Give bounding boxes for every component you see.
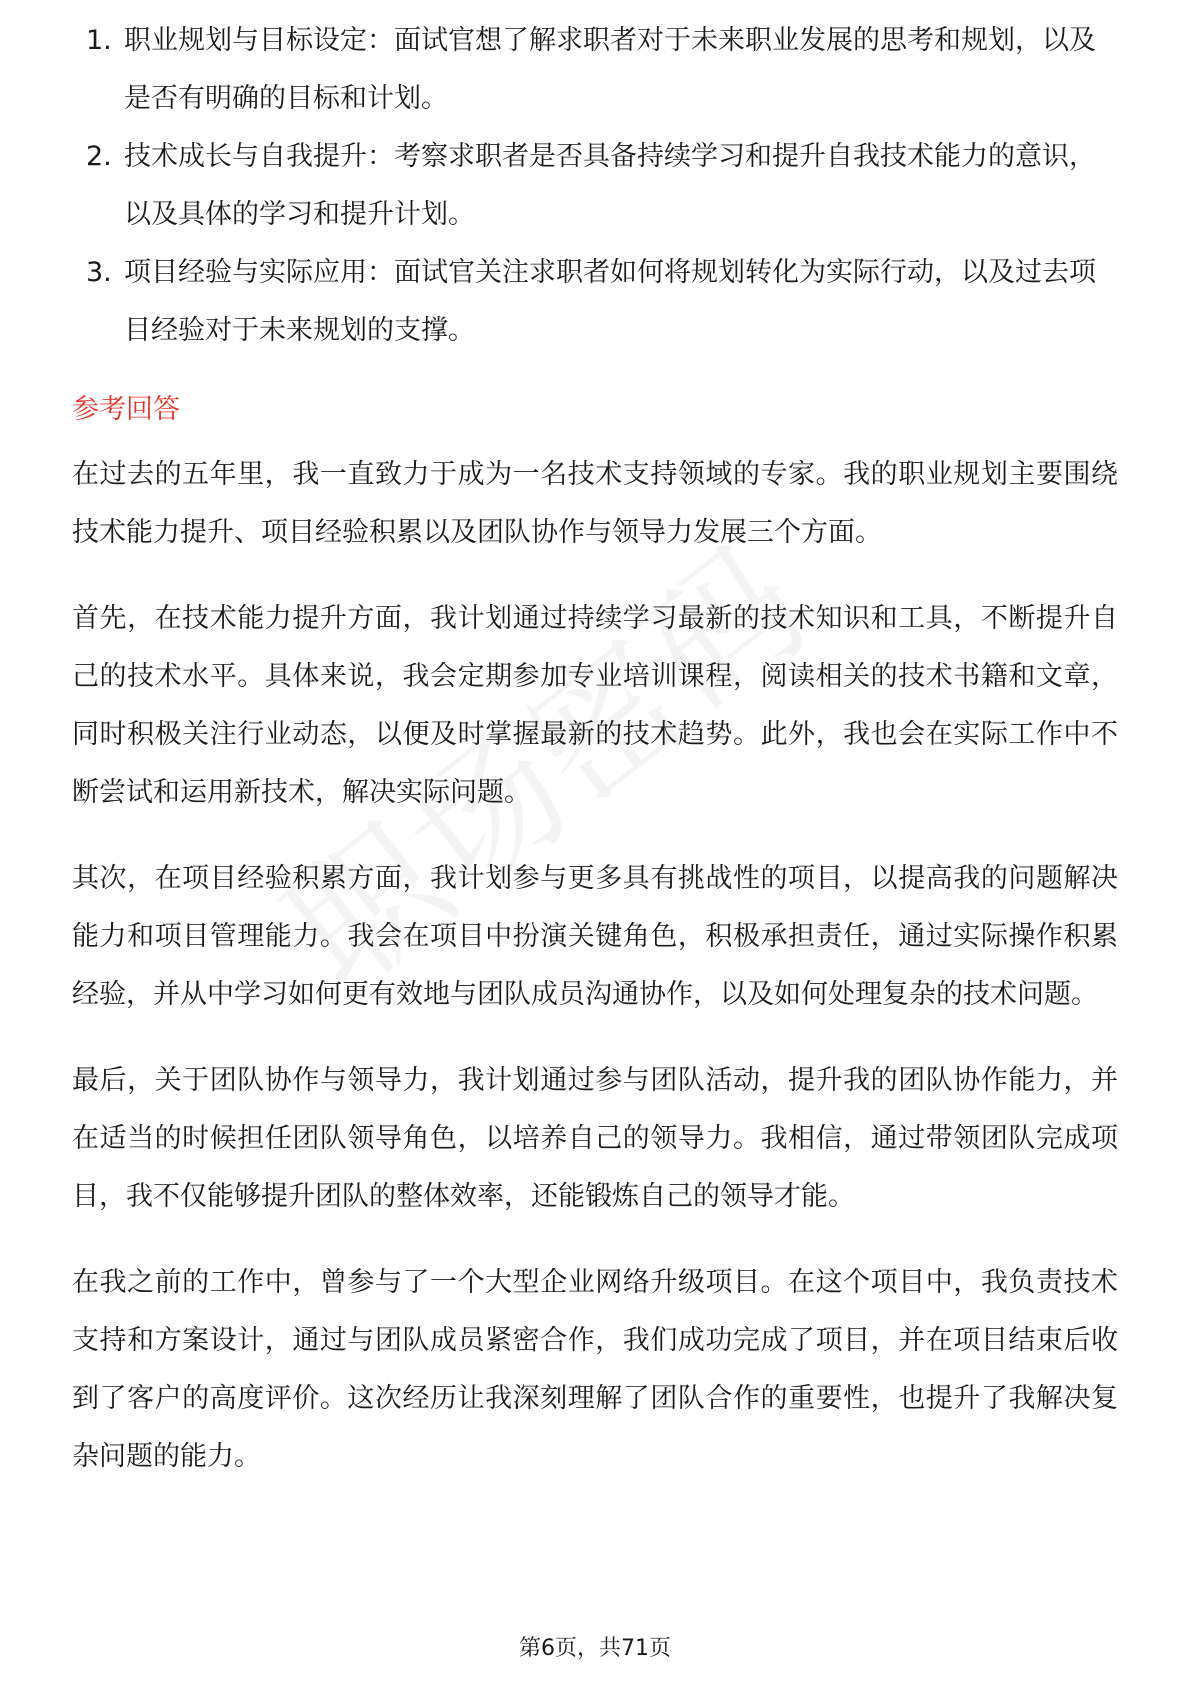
list-item-text: 职业规划与目标设定：面试官想了解求职者对于未来职业发展的思考和规划，以及是否有明确的目标和计划。 bbox=[124, 25, 1096, 114]
paragraph: 在过去的五年里，我一直致力于成为一名技术支持领域的专家。我的职业规划主要围绕技术能力提升、项目经验积累以及团队协作与领导力发展三个方面。 bbox=[72, 459, 1118, 548]
list-item bbox=[72, 128, 1118, 244]
paragraph: 其次，在项目经验积累方面，我计划参与更多具有挑战性的项目，以提高我的问题解决能力和项目管理能力。我会在项目中扮演关键角色，积极承担责任，通过实际操作积累经验，并从中学习如何更有效地与团队成员沟通协作，以及如何处理复杂的技术问题。 bbox=[72, 863, 1118, 1010]
list-item-text: 技术成长与自我提升：考察求职者是否具备持续学习和提升自我技术能力的意识，以及具体的学习和提升计划。 bbox=[124, 141, 1096, 230]
paragraph: 最后，关于团队协作与领导力，我计划通过参与团队活动，提升我的团队协作能力，并在适当的时候担任团队领导角色，以培养自己的领导力。我相信，通过带领团队完成项目，我不仅能够提升团队的整体效率，还能锻炼自己的领导才能。 bbox=[72, 1065, 1118, 1212]
list-item-text: 项目经验与实际应用：面试官关注求职者如何将规划转化为实际行动，以及过去项目经验对于未来规划的支撑。 bbox=[124, 257, 1096, 346]
paragraph: 在我之前的工作中，曾参与了一个大型企业网络升级项目。在这个项目中，我负责技术支持和方案设计，通过与团队成员紧密合作，我们成功完成了项目，并在项目结束后收到了客户的高度评价。这次经历让我深刻理解了团队合作的重要性，也提升了我解决复杂问题的能力。 bbox=[72, 1267, 1118, 1472]
list-item-number: 2. bbox=[86, 141, 112, 172]
list-item bbox=[72, 12, 1118, 128]
page-footer: 第6页，共71页 bbox=[519, 1636, 671, 1661]
list-item bbox=[72, 244, 1118, 360]
list-item-number: 3. bbox=[86, 257, 112, 288]
paragraph: 首先，在技术能力提升方面，我计划通过持续学习最新的技术知识和工具，不断提升自己的技术水平。具体来说，我会定期参加专业培训课程，阅读相关的技术书籍和文章，同时积极关注行业动态，以便及时掌握最新的技术趋势。此外，我也会在实际工作中不断尝试和运用新技术，解决实际问题。 bbox=[72, 603, 1118, 808]
section-heading: 参考回答 bbox=[72, 394, 180, 425]
page-content bbox=[72, 24, 1118, 1514]
list-item-number: 1. bbox=[86, 25, 112, 56]
criteria-list bbox=[72, 12, 1118, 360]
